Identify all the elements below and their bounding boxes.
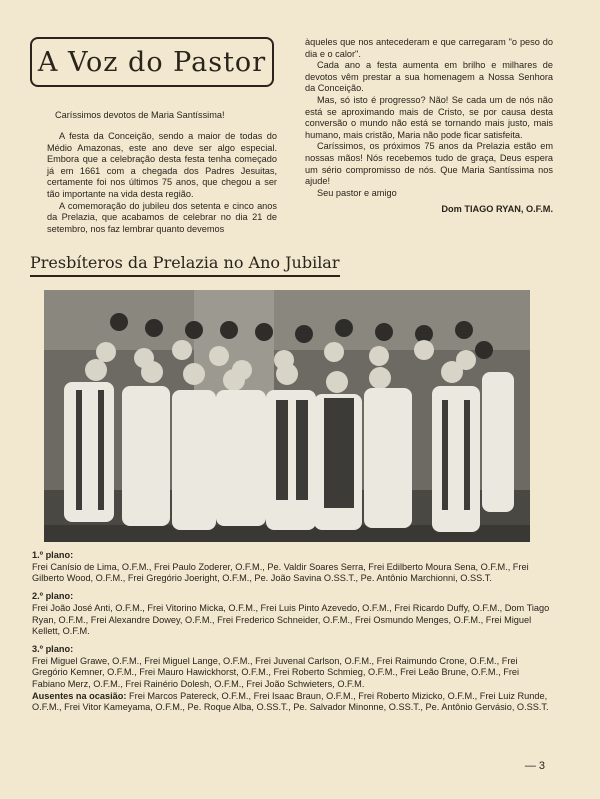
caption-label-plano3: 3.º plano: [32, 643, 74, 654]
letter-paragraph: Cada ano a festa aumenta em brilho e milhares de devotos vêm prestar a sua homenagem a Nossa Senhora da Conceição. [305, 60, 553, 94]
letter-paragraph: Caríssimos, os próximos 75 anos da Prelazia estão em nossas mãos! Nós recebemos tudo de graça, Deus espera um sério compromisso de nós. Que Maria Santíssima nos ajude! [305, 141, 553, 187]
photo-caption [32, 550, 552, 714]
group-photo-illustration [44, 290, 530, 542]
caption-ausentes [32, 691, 552, 714]
caption-text-plano3: Frei Miguel Grawe, O.F.M., Frei Miguel Lange, O.F.M., Frei Juvenal Carlson, O.F.M., Frei Raimundo Crone, O.F.M., Frei Gregório Kemner, O.F.M., Frei Mauro Hawickhorst, O.F.M., Frei Roberto Schmieg, O.F.M., Frei Leão Brune, O.F.M., Frei Fabiano Merz, O.F.M., Frei Rainério Dolesh, O.F.M., Frei João Schwieters, O.F.M. [32, 655, 520, 690]
letter-left-column [47, 131, 277, 235]
letter-paragraph: A comemoração do jubileu dos setenta e cinco anos da Prelazia, que acabamos de celebrar no dia 21 de setembro, nos faz lembrar quanto devemos [47, 200, 277, 234]
caption-text-ausentes: Frei Marcos Patereck, O.F.M., Frei Isaac Braun, O.F.M., Frei Roberto Mizicko, O.F.M., Frei Luiz Runde, O.F.M., Frei Vitor Kameyama, O.F.M., Pe. Roque Alba, O.SS.T., Pe. Salvador Minonne, O.SS.T., Pe. Antônio Gervásio, O.SS.T. [32, 690, 549, 713]
letter-signature: Dom TIAGO RYAN, O.F.M. [441, 204, 553, 215]
letter-right-column [305, 37, 553, 216]
caption-label-plano1: 1.º plano: [32, 550, 74, 560]
page-number: — 3 [524, 760, 545, 772]
letter-paragraph: Mas, só isto é progresso? Não! Se cada um de nós não está se aproximando mais de Cristo, se por causa desta conversão o mundo não está se tornando mais justo, mais humano, mais cristão, Maria não pode ficar satisfeita. [305, 94, 553, 140]
caption-text-plano1: Frei Canísio de Lima, O.F.M., Frei Paulo Zoderer, O.F.M., Pe. Valdir Soares Serra, Frei Edilberto Moura Sena, O.F.M., Frei Gilberto Wood, O.F.M., Frei Gregório Joeright, O.F.M., Pe. João Savina O.SS.T., Pe. Antônio Marchionni, O.SS.T. [32, 561, 529, 584]
letter-paragraph: àqueles que nos antecederam e que carregaram "o peso do dia e o calor". [305, 37, 553, 59]
caption-label-ausentes: Ausentes na ocasião: [32, 690, 127, 701]
masthead-box [30, 37, 274, 87]
letter-closing: Seu pastor e amigo [317, 187, 397, 198]
caption-label-plano2: 2.º plano: [32, 591, 74, 602]
group-photo [44, 290, 530, 542]
caption-text-plano2: Frei João José Anti, O.F.M., Frei Vitorino Micka, O.F.M., Frei Luis Pinto Azevedo, O.F.M., Frei Ricardo Duffy, O.F.M., Dom Tiago Ryan, O.F.M., Frei Alexandre Dowey, O.F.M., Frei Frederico Schneider, O.F.M., Frei Osmundo Menges, O.F.M., Frei Miguel Kellett, O.F.M. [32, 602, 550, 637]
section-title: Presbíteros da Prelazia no Ano Jubilar [30, 253, 340, 277]
letter-paragraph: A festa da Conceição, sendo a maior de todas do Médio Amazonas, este ano deve ser algo especial. Embora que a celebração desta festa tenha começado já em 1661 com a chegada dos Padres Jesuitas, certamente foi nos últimos 75 anos, que chegou a ser tão importante na vida desta região. [47, 131, 277, 199]
salutation: Caríssimos devotos de Maria Santíssima! [55, 110, 225, 120]
page-title: A Voz do Pastor [37, 46, 267, 78]
